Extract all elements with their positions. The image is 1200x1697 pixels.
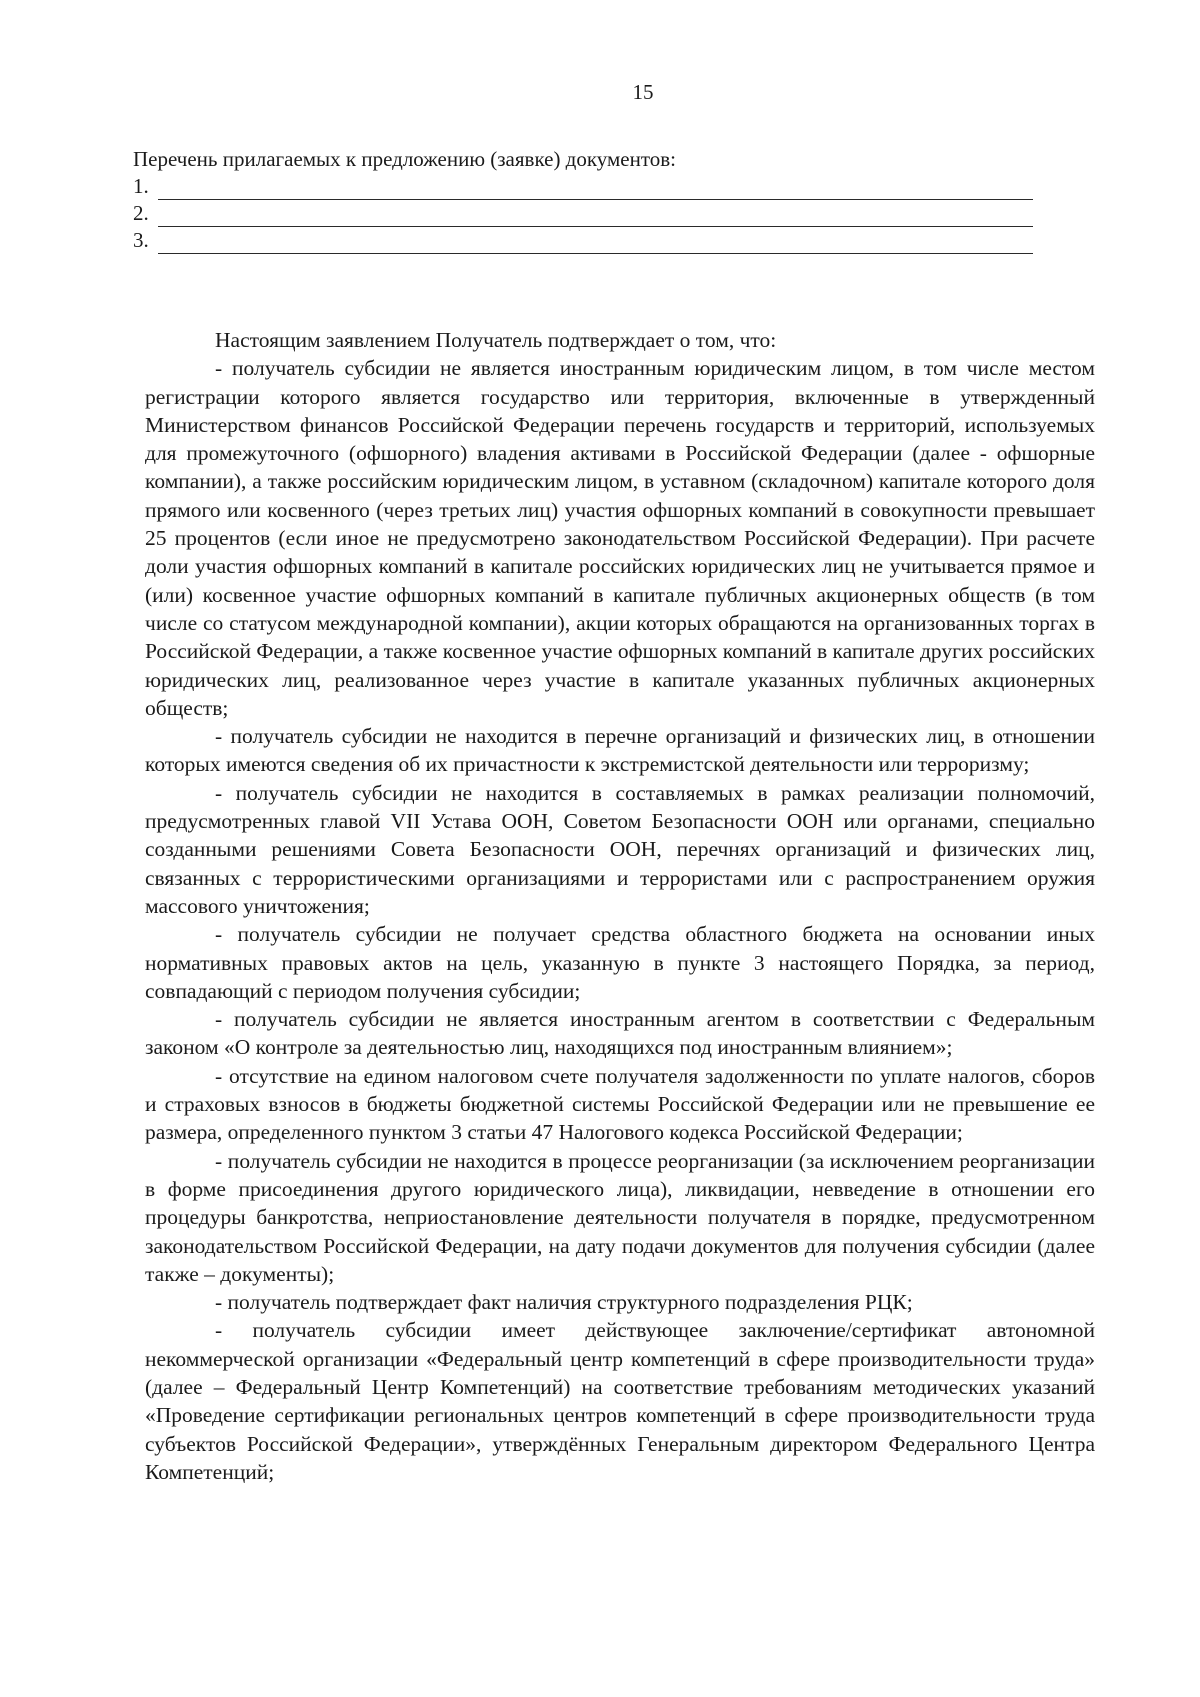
confirmation-item-un-lists: - получатель субсидии не находится в составляемых в рамках реализации полномочий, предусмотренных главой VII Устава ООН, Советом Безопасности ООН или органами, специально созданными решениями Совета Безопасности ООН, перечнях организаций и физических лиц, связанных с террористическими организациями и террористами или с распространением оружия массового уничтожения;: [145, 780, 1095, 918]
confirmation-intro: Настоящим заявлением Получатель подтверждает о том, что:: [215, 328, 777, 352]
confirmation-item-reorganization: - получатель субсидии не находится в процессе реорганизации (за исключением реорганизации в форме присоединения другого юридического лица), ликвидации, невведение в отношении его процедуры банкротства, неприостановление деятельности получателя в порядке, предусмотренном законодательством Российской Федерации, на дату подачи документов для получения субсидии (далее также – документы);: [145, 1148, 1095, 1286]
attachments-heading: Перечень прилагаемых к предложению (заявке) документов:: [133, 147, 676, 171]
attachment-blank-line: [158, 177, 1033, 200]
attachments-list: [133, 146, 1033, 254]
confirmation-item-extremism: - получатель субсидии не находится в перечне организаций и физических лиц, в отношении которых имеются сведения об их причастности к экстремистской деятельности или терроризму;: [145, 724, 1095, 777]
confirmation-item-tax-debt: - отсутствие на едином налоговом счете получателя задолженности по уплате налогов, сборов и страховых взносов в бюджеты бюджетной системы Российской Федерации или не превышение ее размера, определенного пунктом 3 статьи 47 Налогового кодекса Российской Федерации;: [145, 1063, 1095, 1145]
attachment-row: [133, 227, 1033, 254]
attachment-number: 1.: [133, 174, 149, 198]
confirmation-section: [145, 326, 1095, 1486]
confirmation-item-foreign-agent: - получатель субсидии не является иностранным агентом в соответствии с Федеральным законом «О контроле за деятельностью лиц, находящихся под иностранным влиянием»;: [145, 1007, 1095, 1060]
confirmation-item-offshore: - получатель субсидии не является иностранным юридическим лицом, в том числе местом регистрации которого является государство или территория, включенные в утвержденный Министерством финансов Российской Федерации перечень государств и территорий, используемых для промежуточного (офшорного) владения активами в Российской Федерации (далее - офшорные компании), а также российским юридическим лицом, в уставном (складочном) капитале которого доля прямого или косвенного (через третьих лиц) участия офшорных компаний в совокупности превышает 25 процентов (если иное не предусмотрено законодательством Российской Федерации). При расчете доли участия офшорных компаний в капитале российских юридических лиц не учитывается прямое и (или) косвенное участие офшорных компаний в капитале публичных акционерных обществ (в том числе со статусом международной компании), акции которых обращаются на организованных торгах в Российской Федерации, а также косвенное участие офшорных компаний в капитале других российских юридических лиц, реализованное через участие в капитале указанных публичных акционерных обществ;: [145, 356, 1095, 720]
attachment-row: [133, 173, 1033, 200]
attachment-number: 2.: [133, 201, 149, 225]
confirmation-item-certificate: - получатель субсидии имеет действующее заключение/сертификат автономной некоммерческой организации «Федеральный центр компетенций в сфере производительности труда» (далее – Федеральный Центр Компетенций) на соответствие требованиям методических указаний «Проведение сертификации региональных центров компетенций в сфере производительности труда субъектов Российской Федерации», утверждённых Генеральным директором Федерального Центра Компетенций;: [145, 1318, 1095, 1484]
attachment-blank-line: [158, 204, 1033, 227]
attachment-blank-line: [158, 231, 1033, 254]
attachment-number: 3.: [133, 228, 149, 252]
page-number: 15: [632, 80, 654, 104]
attachment-row: [133, 200, 1033, 227]
confirmation-item-budget-funds: - получатель субсидии не получает средства областного бюджета на основании иных нормативных правовых актов на цель, указанную в пункте 3 настоящего Порядка, за период, совпадающий с периодом получения субсидии;: [145, 922, 1095, 1003]
confirmation-item-rck-unit: - получатель подтверждает факт наличия структурного подразделения РЦК;: [215, 1290, 913, 1315]
